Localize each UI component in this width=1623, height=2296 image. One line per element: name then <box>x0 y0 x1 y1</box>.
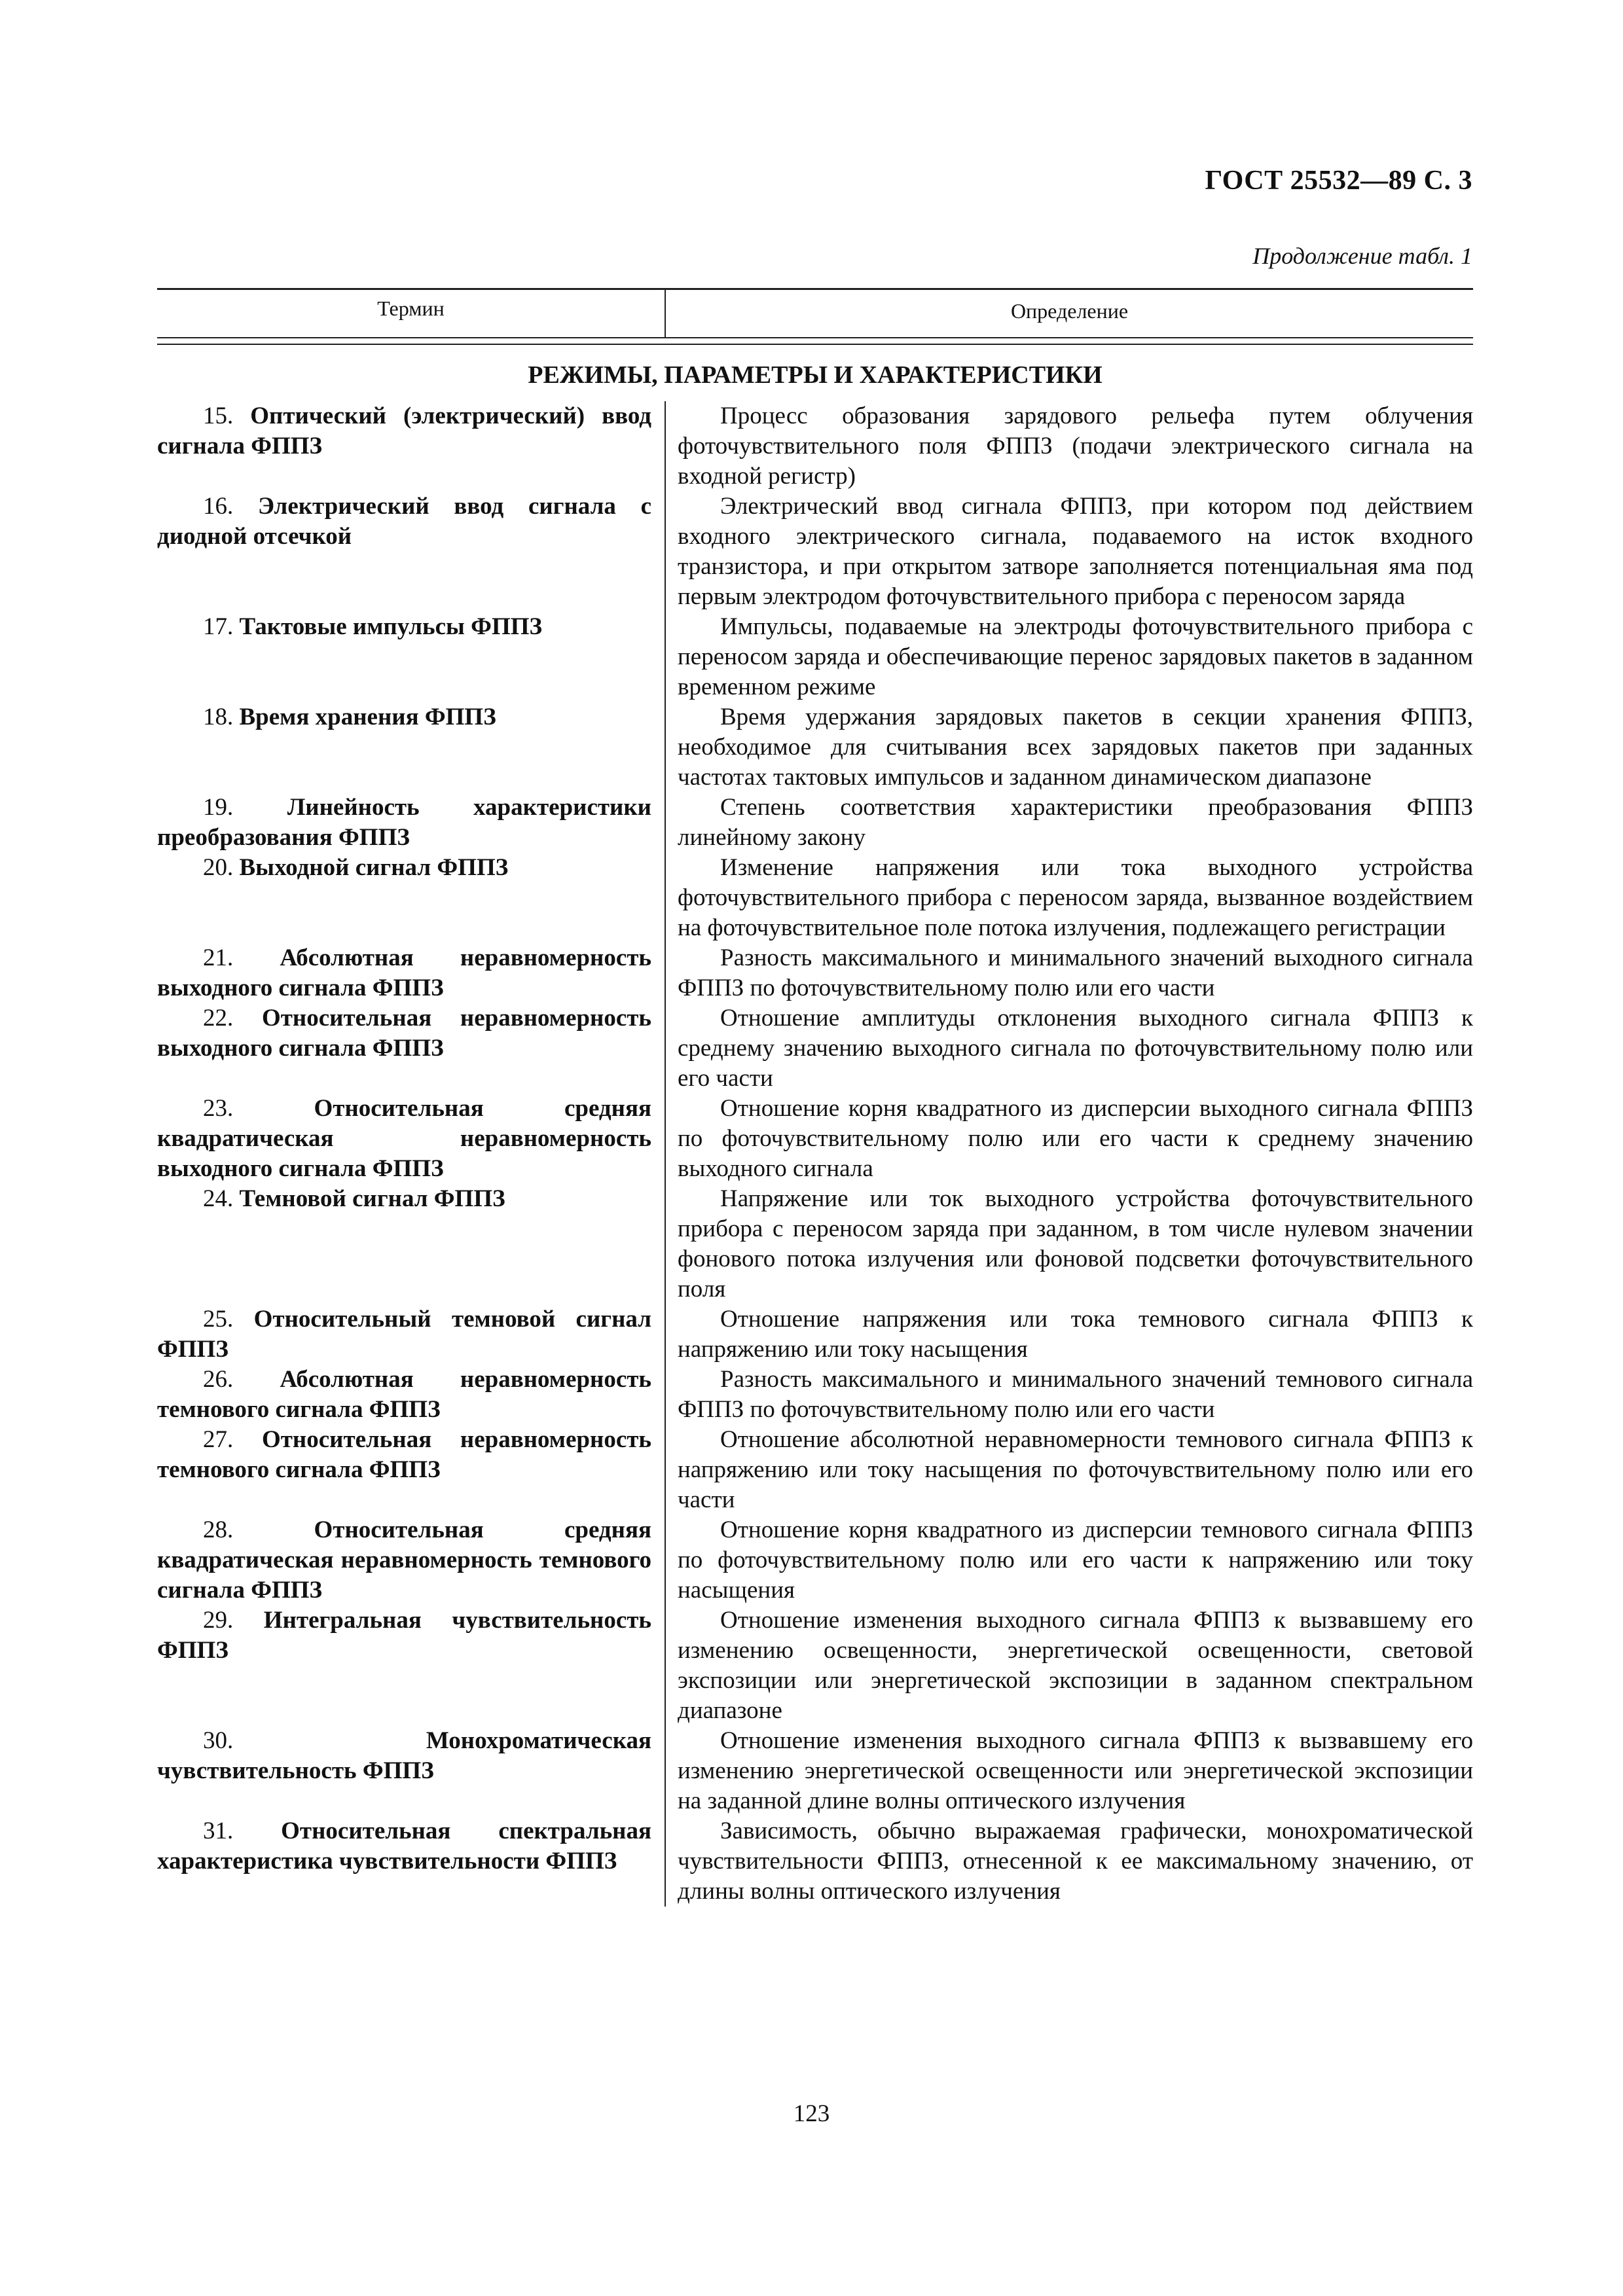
definition-cell: Время удержания зарядовых пакетов в секции хранения ФППЗ, необходимое для считывания всех зарядовых пакетов при заданных частотах тактовых импульсов и заданном динамическом диапазоне <box>678 704 1473 791</box>
table-row <box>157 1094 1473 1184</box>
table-row <box>157 401 1473 492</box>
term-cell <box>157 1184 665 1304</box>
definition-cell: Изменение напряжения или тока выходного устройства фоточувствительного прибора с переносом заряда, вызванное воздействием на фоточувствительное поле потока излучения, подлежащего регистрации <box>678 854 1473 941</box>
term-number: 20. <box>203 854 234 881</box>
term-number: 30. <box>203 1727 234 1754</box>
term-cell <box>157 612 665 702</box>
term-name: Абсолютная неравномерность выходного сигнала ФППЗ <box>157 944 651 1001</box>
term-cell <box>157 702 665 793</box>
term-number: 17. <box>203 613 234 640</box>
term-number: 18. <box>203 704 234 730</box>
term-number: 27. <box>203 1426 234 1453</box>
table-body <box>157 401 1473 1907</box>
table-row <box>157 1816 1473 1907</box>
term-name: Тактовые импульсы ФППЗ <box>239 613 543 640</box>
term-number: 29. <box>203 1607 234 1634</box>
table-header-rule <box>157 337 1473 345</box>
definition-cell: Напряжение или ток выходного устройства фоточувствительного прибора с переносом заряда при заданном, в том числе нулевом значении фонового потока излучения или фоновой подсветки фоточувствительного поля <box>678 1185 1473 1302</box>
term-cell <box>157 1816 665 1907</box>
document-header: ГОСТ 25532—89 С. 3 <box>1205 166 1472 196</box>
term-cell <box>157 853 665 943</box>
term-cell <box>157 492 665 612</box>
section-title: РЕЖИМЫ, ПАРАМЕТРЫ И ХАРАКТЕРИСТИКИ <box>528 361 1103 389</box>
table-row <box>157 1726 1473 1816</box>
definition-cell: Отношение напряжения или тока темнового сигнала ФППЗ к напряжению или току насыщения <box>678 1306 1473 1363</box>
term-name: Относительный темновой сигнал ФППЗ <box>157 1306 652 1363</box>
table-continuation-note: Продолжение табл. 1 <box>1252 243 1472 269</box>
term-number: 21. <box>203 944 234 971</box>
table-row <box>157 1515 1473 1605</box>
term-name: Относительная средняя квадратическая неравномерность темнового сигнала ФППЗ <box>157 1516 651 1604</box>
page-number: 123 <box>793 2100 830 2127</box>
definition-cell: Разность максимального и минимального значений темнового сигнала ФППЗ по фоточувствительному полю или его части <box>678 1366 1473 1423</box>
term-number: 15. <box>203 403 234 429</box>
definition-cell: Отношение изменения выходного сигнала ФППЗ к вызвавшему его изменению освещенности, энергетической освещенности, световой экспозиции или энергетической экспозиции в заданном спектральном диапазоне <box>678 1607 1473 1724</box>
term-cell <box>157 1515 665 1605</box>
table-row <box>157 1184 1473 1304</box>
term-name: Темновой сигнал ФППЗ <box>239 1185 505 1212</box>
term-cell <box>157 1365 665 1425</box>
term-number: 16. <box>203 493 234 520</box>
term-number: 22. <box>203 1005 234 1031</box>
table-row <box>157 492 1473 612</box>
table-row <box>157 853 1473 943</box>
table-row <box>157 1365 1473 1425</box>
term-number: 26. <box>203 1366 234 1393</box>
table-row <box>157 1605 1473 1726</box>
term-name: Оптический (электрический) ввод сигнала ФППЗ <box>157 403 651 459</box>
term-cell <box>157 1304 665 1365</box>
definition-cell: Отношение корня квадратного из дисперсии выходного сигнала ФППЗ по фоточувствительному полю или его части к среднему значению выходного сигнала <box>678 1095 1473 1182</box>
term-name: Выходной сигнал ФППЗ <box>239 854 509 881</box>
term-name: Относительная спектральная характеристика чувствительности ФППЗ <box>157 1818 651 1874</box>
table-row <box>157 1425 1473 1515</box>
definition-cell: Импульсы, подаваемые на электроды фоточувствительного прибора с переносом заряда и обеспечивающие перенос зарядовых пакетов в заданном временном режиме <box>678 613 1473 700</box>
term-cell <box>157 1094 665 1184</box>
table-row <box>157 612 1473 702</box>
term-number: 31. <box>203 1818 234 1844</box>
definition-cell: Отношение амплитуды отклонения выходного сигнала ФППЗ к среднему значению выходного сигнала по фоточувствительному полю или его части <box>678 1005 1473 1092</box>
term-cell <box>157 1726 665 1816</box>
term-name: Относительная неравномерность выходного сигнала ФППЗ <box>157 1005 651 1062</box>
section-row <box>157 345 1473 401</box>
term-name: Линейность характеристики преобразования ФППЗ <box>157 794 651 851</box>
term-name: Время хранения ФППЗ <box>239 704 496 730</box>
term-cell <box>157 1605 665 1726</box>
definition-cell: Электрический ввод сигнала ФППЗ, при котором под действием входного электрического сигнала, подаваемого на исток входного транзистора, и при открытом затворе заполняется потенциальная яма под первым электродом фоточувствительного прибора с переносом заряда <box>678 493 1473 610</box>
column-header-definition: Определение <box>1010 299 1129 323</box>
term-number: 28. <box>203 1516 234 1543</box>
term-name: Электрический ввод сигнала с диодной отсечкой <box>157 493 652 550</box>
term-number: 19. <box>203 794 234 821</box>
table-row <box>157 1304 1473 1365</box>
term-cell <box>157 793 665 853</box>
column-header-term: Термин <box>157 290 666 337</box>
definition-cell: Разность максимального и минимального значений выходного сигнала ФППЗ по фоточувствительному полю или его части <box>678 944 1473 1001</box>
term-cell <box>157 401 665 492</box>
term-name: Интегральная чувствительность ФППЗ <box>157 1607 651 1664</box>
table-row <box>157 793 1473 853</box>
definition-cell: Отношение изменения выходного сигнала ФППЗ к вызвавшему его изменению энергетической освещенности или энергетической экспозиции на заданной длине волны оптического излучения <box>678 1727 1473 1814</box>
terms-table <box>157 288 1473 1907</box>
term-number: 24. <box>203 1185 234 1212</box>
term-cell <box>157 943 665 1003</box>
table-row <box>157 702 1473 793</box>
definition-cell: Отношение корня квадратного из дисперсии темнового сигнала ФППЗ по фоточувствительному полю или его части к напряжению или току насыщения <box>678 1516 1473 1604</box>
term-number: 23. <box>203 1095 234 1122</box>
term-cell <box>157 1425 665 1515</box>
term-name: Монохроматическая чувствительность ФППЗ <box>157 1727 651 1784</box>
term-name: Относительная средняя квадратическая неравномерность выходного сигнала ФППЗ <box>157 1095 651 1182</box>
table-row <box>157 943 1473 1003</box>
term-number: 25. <box>203 1306 234 1333</box>
term-name: Абсолютная неравномерность темнового сигнала ФППЗ <box>157 1366 651 1423</box>
table-header-row <box>157 290 1473 337</box>
definition-cell: Зависимость, обычно выражаемая графически, монохроматической чувствительности ФППЗ, отнесенной к ее максимальному значению, от длины волны оптического излучения <box>678 1818 1473 1905</box>
term-cell <box>157 1003 665 1094</box>
definition-cell: Степень соответствия характеристики преобразования ФППЗ линейному закону <box>678 794 1473 851</box>
definition-cell: Отношение абсолютной неравномерности темнового сигнала ФППЗ к напряжению или току насыщения по фоточувствительному полю или его части <box>678 1426 1473 1513</box>
table-row <box>157 1003 1473 1094</box>
definition-cell: Процесс образования зарядового рельефа путем облучения фоточувствительного поля ФППЗ (подачи электрического сигнала на входной регистр) <box>678 403 1473 490</box>
term-name: Относительная неравномерность темнового сигнала ФППЗ <box>157 1426 651 1483</box>
